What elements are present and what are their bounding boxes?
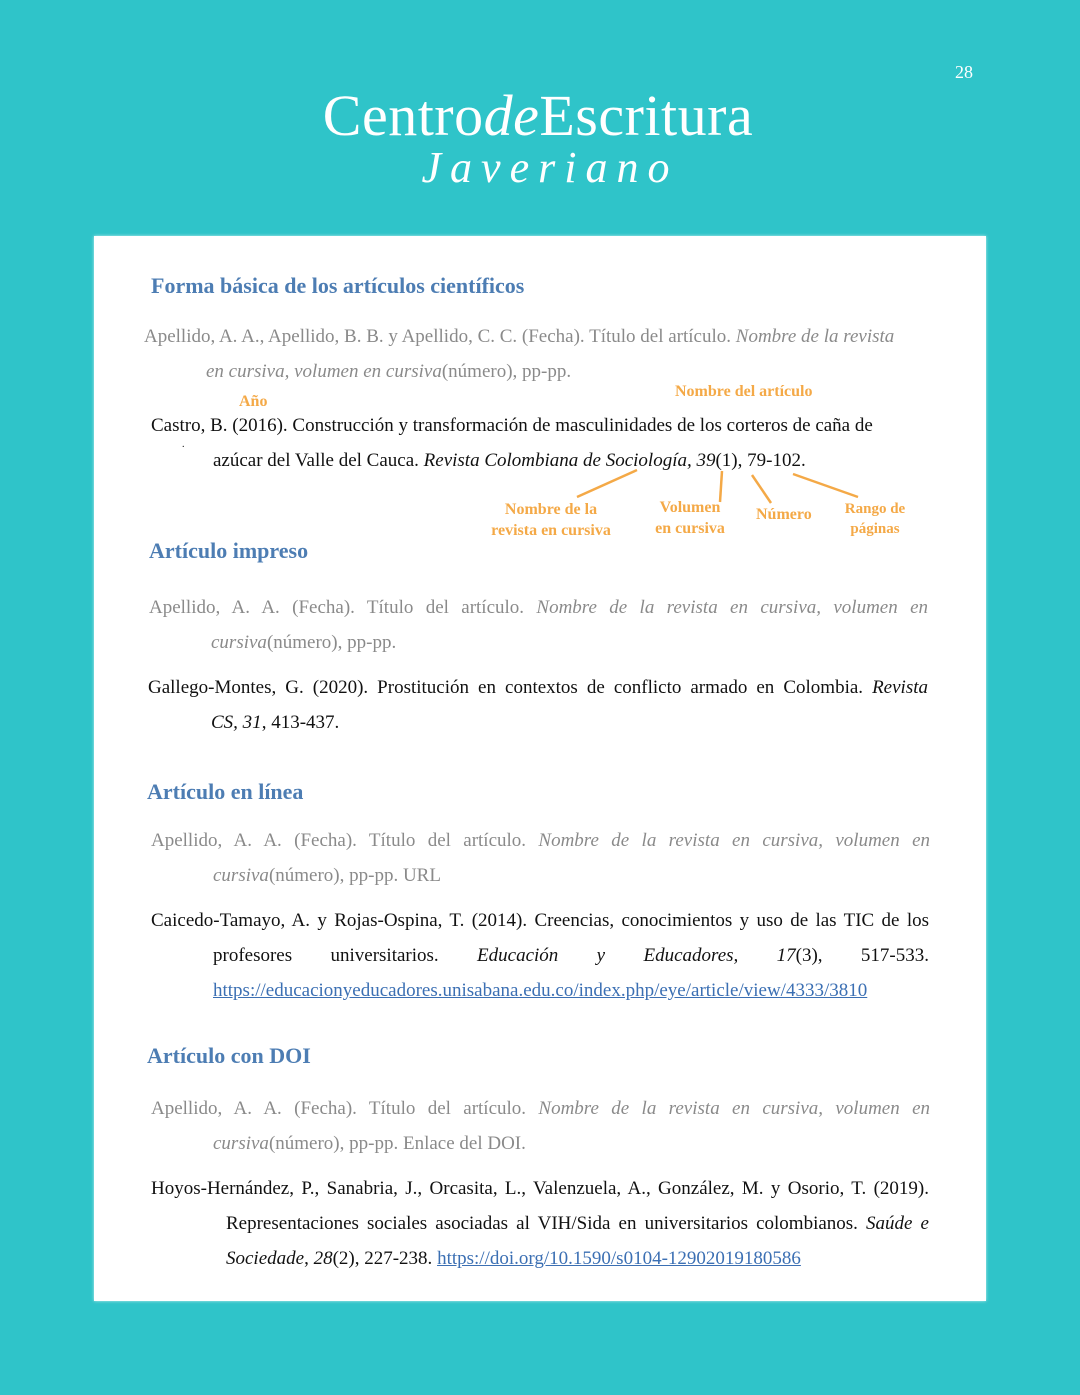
template-line <box>149 590 928 625</box>
example-word: profesores <box>213 945 293 966</box>
template-italic: Nombre de la revista en cursiva, volumen en <box>536 597 929 618</box>
template-italic: Nombre de la revista en cursiva, volumen en <box>538 1098 931 1119</box>
annotation-year: Año <box>239 393 268 410</box>
section-heading-online: Artículo en línea <box>147 779 304 804</box>
template-line <box>151 1091 930 1126</box>
template-text: Apellido, A. A. (Fecha). Título del artículo. <box>149 597 537 618</box>
section-heading-doi: Artículo con DOI <box>147 1043 311 1068</box>
logo-text: Escritura <box>539 83 754 148</box>
annotation-text: Volumen <box>659 499 721 516</box>
example-word: (3), <box>795 945 823 966</box>
logo-title <box>0 82 1078 149</box>
doi-link[interactable]: https://doi.org/10.1590/s0104-12902019180586 <box>437 1248 801 1269</box>
example-line <box>226 1206 929 1241</box>
example-line: Castro, B. (2016). Construcción y transformación de masculinidades de los corteros de caña de <box>151 415 873 436</box>
journal-italic: Revista <box>872 677 928 698</box>
template-text: (número), pp-pp. <box>266 632 397 653</box>
annotation-text: en cursiva <box>655 520 725 537</box>
volume-italic: 17 <box>776 945 796 966</box>
journal-italic: y <box>596 945 606 966</box>
example-word: 517-533. <box>860 945 929 966</box>
example-text: (2), 227-238. <box>332 1248 438 1269</box>
logo-text: de <box>483 83 540 148</box>
logo-text: Centro <box>322 83 484 148</box>
example-line <box>213 938 929 973</box>
template-italic: cursiva <box>213 865 269 886</box>
annotation-number: Número <box>756 506 812 523</box>
template-text: (número), pp-pp. <box>441 361 572 382</box>
journal-italic: CS, 31 <box>211 712 262 733</box>
logo-subtitle: Javeriano <box>421 143 679 192</box>
template-italic: en cursiva, volumen en cursiva <box>206 361 442 382</box>
annotation-journal <box>486 499 616 541</box>
annotation-pointer-lines <box>94 236 986 636</box>
example-text: , <box>304 1248 314 1269</box>
annotation-text: Nombre de la <box>504 501 598 518</box>
example-line: Caicedo-Tamayo, A. y Rojas-Ospina, T. (2014). Creencias, conocimientos y uso de las TIC de los <box>151 910 929 931</box>
annotation-text: Rango de <box>844 501 906 517</box>
article-url-link[interactable]: https://educacionyeducadores.unisabana.edu.co/index.php/eye/article/view/4333/3810 <box>213 980 868 1001</box>
template-text: Apellido, A. A., Apellido, B. B. y Apellido, C. C. (Fecha). Título del artículo. <box>144 326 736 347</box>
template-italic: cursiva <box>213 1133 269 1154</box>
template-italic: Nombre de la revista <box>735 326 895 347</box>
content-card <box>94 236 986 1301</box>
section-heading-basic: Forma básica de los artículos científicos <box>151 273 525 298</box>
annotation-pages <box>840 499 910 539</box>
example-text: Gallego-Montes, G. (2020). Prostitución en contextos de conflicto armado en Colombia. <box>148 677 873 698</box>
volume-number <box>777 938 823 973</box>
template-italic: Nombre de la revista en cursiva, volumen en <box>538 830 931 851</box>
example-text: , 413-437. <box>261 712 340 733</box>
example-word: universitarios. <box>330 945 439 966</box>
journal-italic: Educación <box>477 945 559 966</box>
annotation-text: páginas <box>850 521 900 537</box>
annotation-text: revista en cursiva <box>491 522 611 539</box>
example-line <box>213 973 867 1008</box>
template-text: Apellido, A. A. (Fecha). Título del artículo. <box>151 1098 539 1119</box>
template-line <box>151 823 930 858</box>
example-text: (1), 79-102. <box>715 450 806 471</box>
example-text: Representaciones sociales asociadas al VIH/Sida en universitarios colombianos. <box>226 1213 867 1234</box>
example-text: azúcar del Valle del Cauca. <box>213 450 424 471</box>
journal-italic: Educadores, <box>643 945 739 966</box>
annotation-volume <box>650 497 730 539</box>
template-line <box>213 858 441 893</box>
template-line <box>213 1126 526 1161</box>
example-line <box>226 1241 801 1276</box>
template-line <box>211 625 396 660</box>
page-number: 28 <box>955 62 973 82</box>
volume-italic: 28 <box>313 1248 333 1269</box>
journal-italic: Revista Colombiana de Sociología, 39 <box>423 450 716 471</box>
example-line <box>211 705 339 740</box>
section-heading-printed: Artículo impreso <box>149 538 309 563</box>
example-line <box>148 670 928 705</box>
annotation-article-name: Nombre del artículo <box>675 383 813 400</box>
journal-italic: Sociedade <box>226 1248 305 1269</box>
journal-italic: Saúde e <box>866 1213 929 1234</box>
template-text: Apellido, A. A. (Fecha). Título del artículo. <box>151 830 539 851</box>
template-text: (número), pp-pp. Enlace del DOI. <box>268 1133 526 1154</box>
template-text: (número), pp-pp. URL <box>268 865 441 886</box>
template-italic: cursiva <box>211 632 267 653</box>
stray-dot: . <box>182 439 185 450</box>
example-line: Hoyos-Hernández, P., Sanabria, J., Orcasita, L., Valenzuela, A., González, M. y Osorio, T. (2019). <box>151 1178 929 1199</box>
